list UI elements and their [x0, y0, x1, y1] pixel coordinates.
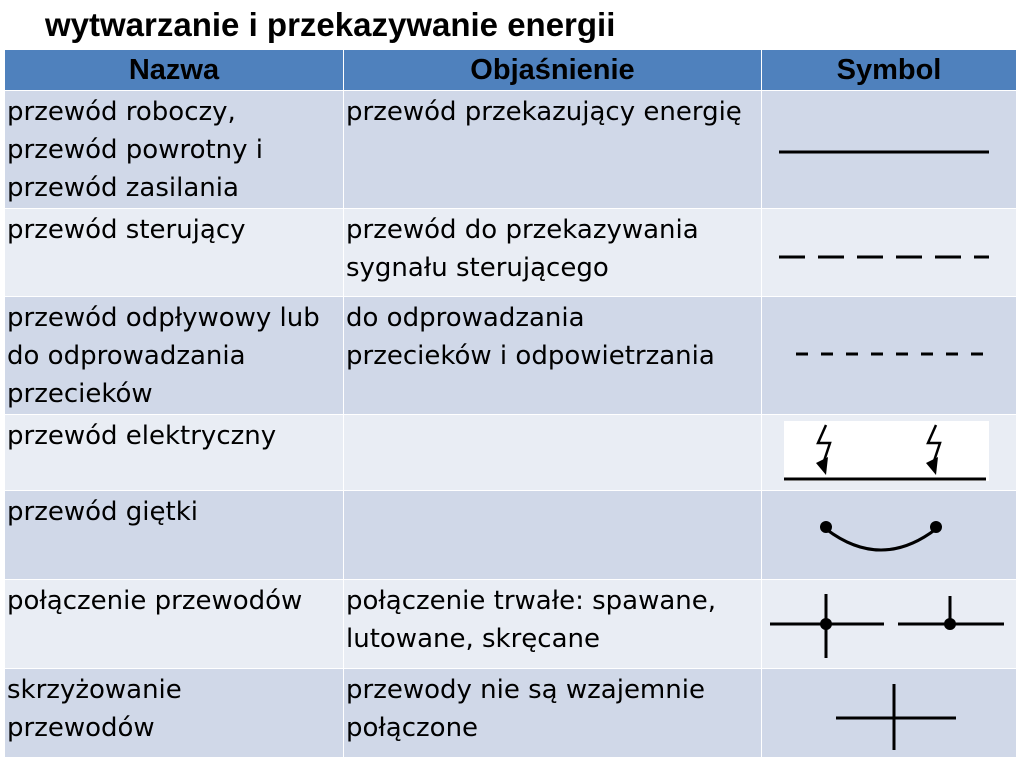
row-name: przewód roboczy, przewód powrotny i przewód zasilania — [7, 97, 264, 203]
row-name-cell — [5, 91, 344, 209]
long-dash-line-icon — [764, 213, 1014, 293]
row-symbol-cell — [762, 297, 1017, 415]
row-symbol-cell — [762, 669, 1017, 758]
row-symbol-cell — [762, 580, 1017, 669]
table-row — [5, 491, 1017, 580]
row-description-cell — [344, 491, 762, 580]
short-dash-line-icon — [764, 306, 1014, 406]
row-name: przewód sterujący — [7, 215, 246, 245]
symbols-table — [4, 49, 1017, 758]
table-row — [5, 669, 1017, 758]
row-name-cell — [5, 580, 344, 669]
table-row — [5, 209, 1017, 297]
header-symbol: Symbol — [762, 50, 1017, 91]
lightning-icon — [764, 417, 1014, 489]
row-description: przewody nie są wzajemnie połączone — [346, 675, 705, 743]
row-name: połączenie przewodów — [7, 586, 303, 616]
row-description-cell — [344, 415, 762, 491]
row-name-cell — [5, 491, 344, 580]
row-description-cell — [344, 297, 762, 415]
row-name: przewód odpływowy lub do odprowadzania przecieków — [7, 303, 320, 409]
page-title: wytwarzanie i przekazywanie energii — [45, 6, 616, 43]
table-row — [5, 580, 1017, 669]
row-description-cell — [344, 91, 762, 209]
row-description: do odprowadzania przecieków i odpowietrzania — [346, 303, 715, 371]
row-description-cell — [344, 669, 762, 758]
row-description-cell — [344, 209, 762, 297]
row-symbol-cell — [762, 491, 1017, 580]
table-row — [5, 91, 1017, 209]
table-header-row — [5, 50, 1017, 91]
solid-line-icon — [764, 100, 1014, 200]
row-name-cell — [5, 669, 344, 758]
header-name: Nazwa — [5, 50, 344, 91]
row-name-cell — [5, 297, 344, 415]
row-name: przewód elektryczny — [7, 421, 277, 451]
table-row — [5, 297, 1017, 415]
row-name: skrzyżowanie przewodów — [7, 675, 182, 743]
row-description: przewód do przekazywania sygnału sterującego — [346, 215, 699, 283]
row-symbol-cell — [762, 91, 1017, 209]
flexible-arc-icon — [764, 493, 1014, 577]
table-row — [5, 415, 1017, 491]
crossing-icon — [764, 670, 1014, 756]
junction-icon — [764, 582, 1014, 666]
row-description-cell — [344, 580, 762, 669]
row-name: przewód giętki — [7, 497, 198, 527]
row-symbol-cell — [762, 209, 1017, 297]
row-name-cell — [5, 415, 344, 491]
row-description: przewód przekazujący energię — [346, 97, 742, 127]
header-description: Objaśnienie — [344, 50, 762, 91]
row-description: połączenie trwałe: spawane, lutowane, skręcane — [346, 586, 717, 654]
row-symbol-cell — [762, 415, 1017, 491]
row-name-cell — [5, 209, 344, 297]
